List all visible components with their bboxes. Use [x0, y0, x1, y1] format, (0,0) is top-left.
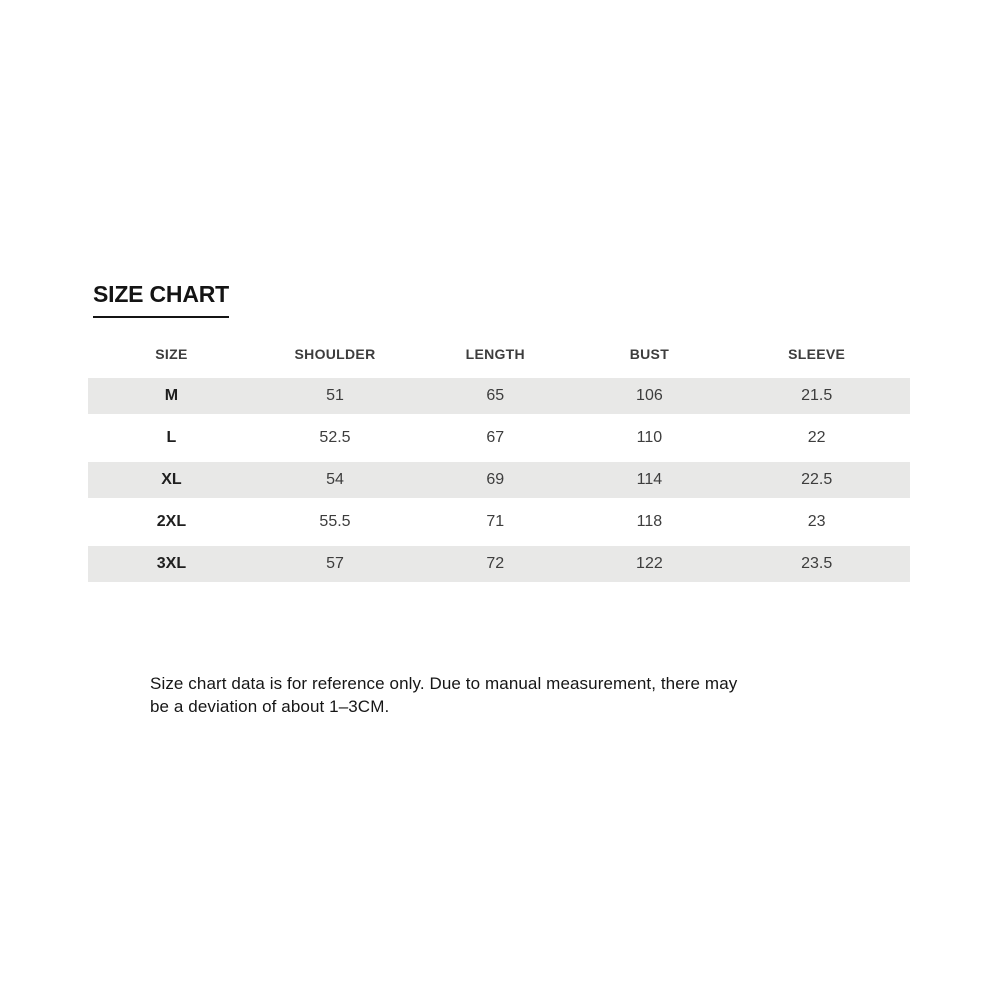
- bust-cell: 110: [636, 429, 663, 446]
- bust-cell: 106: [575, 378, 723, 414]
- table-header-row: [88, 336, 910, 372]
- column-header-shoulder: SHOULDER: [294, 346, 376, 362]
- title-block: [93, 281, 229, 318]
- size-table: [88, 330, 910, 588]
- length-cell: 69: [415, 462, 575, 498]
- column-header-length: LENGTH: [465, 346, 525, 362]
- column-header-sleeve: SLEEVE: [788, 346, 846, 362]
- sleeve-cell: 22.5: [723, 462, 910, 498]
- column-header-bust: BUST: [629, 346, 670, 362]
- page-title: SIZE CHART: [93, 281, 229, 318]
- table-row-2xl: [88, 504, 910, 540]
- bust-cell: 122: [575, 546, 723, 582]
- table-row-l: [88, 420, 910, 456]
- sleeve-cell: 21.5: [723, 378, 910, 414]
- sleeve-cell: 23.5: [723, 546, 910, 582]
- disclaimer-note: [150, 672, 737, 718]
- shoulder-cell: 57: [255, 546, 415, 582]
- size-cell: M: [88, 378, 255, 414]
- bust-cell: 118: [636, 513, 663, 530]
- shoulder-cell: 51: [255, 378, 415, 414]
- length-cell: 71: [486, 513, 505, 530]
- column-header-size: SIZE: [155, 346, 188, 362]
- bust-cell: 114: [575, 462, 723, 498]
- disclaimer-line-2: be a deviation of about 1–3CM.: [150, 697, 390, 716]
- sleeve-cell: 23: [807, 513, 826, 530]
- size-cell: 3XL: [88, 546, 255, 582]
- size-cell: XL: [88, 462, 255, 498]
- length-cell: 65: [415, 378, 575, 414]
- size-cell: L: [166, 429, 177, 446]
- shoulder-cell: 54: [255, 462, 415, 498]
- length-cell: 72: [415, 546, 575, 582]
- size-cell: 2XL: [156, 513, 187, 530]
- table-row-xl: [88, 462, 910, 498]
- shoulder-cell: 52.5: [319, 429, 351, 446]
- table-row-m: [88, 378, 910, 414]
- table-row-3xl: [88, 546, 910, 582]
- shoulder-cell: 55.5: [319, 513, 351, 530]
- length-cell: 67: [486, 429, 505, 446]
- disclaimer-line-1: Size chart data is for reference only. Due to manual measurement, there may: [150, 674, 738, 693]
- sleeve-cell: 22: [807, 429, 826, 446]
